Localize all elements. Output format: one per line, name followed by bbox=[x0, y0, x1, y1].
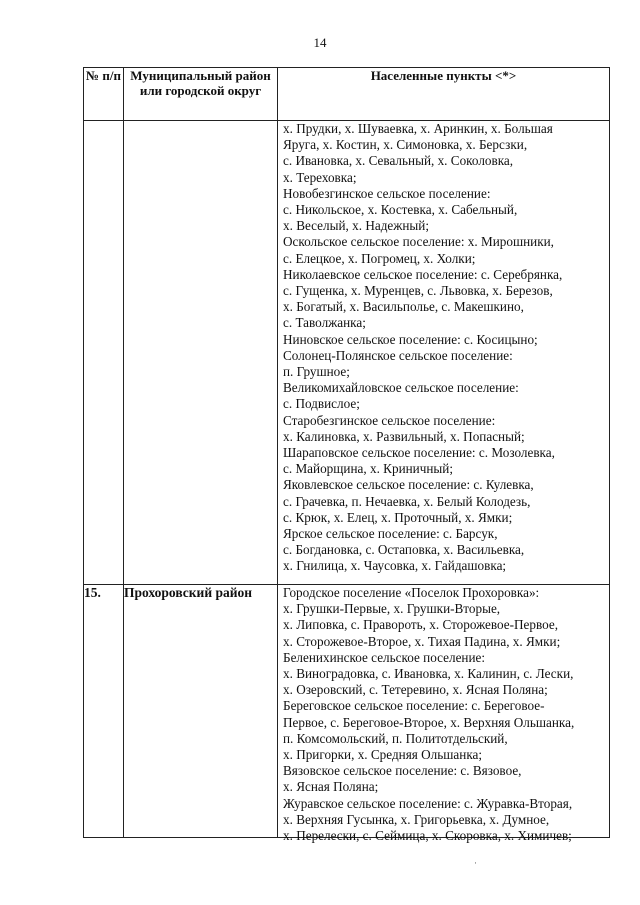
settlement-line: Вязовское сельское поселение: с. Вязовое, bbox=[283, 763, 522, 779]
settlement-line: Шараповское сельское поселение: с. Мозолевка, bbox=[283, 445, 555, 461]
settlement-line: Береговское сельское поселение: с. Береговое- bbox=[283, 698, 545, 714]
header-number: № п/п bbox=[84, 68, 124, 121]
settlement-line: Старобезгинское сельское поселение: bbox=[283, 412, 496, 428]
settlement-line: с. Таволжанка; bbox=[283, 315, 366, 331]
settlement-line: п. Грушное; bbox=[283, 364, 350, 380]
settlement-line: Первое, с. Береговое-Второе, х. Верхняя Ольшанка, bbox=[283, 714, 575, 730]
table-header-row bbox=[84, 68, 610, 121]
settlement-line: с. Крюк, х. Елец, х. Проточный, х. Ямки; bbox=[283, 509, 513, 525]
settlement-line: Беленихинское сельское поселение: bbox=[283, 649, 486, 665]
settlement-line: х. Калиновка, х. Развильный, х. Попасный; bbox=[283, 428, 525, 444]
settlement-line: с. Елецкое, х. Погромец, х. Холки; bbox=[283, 250, 476, 266]
header-settlements: Населенные пункты <*> bbox=[278, 68, 610, 121]
row-settlements bbox=[278, 585, 610, 844]
settlement-line: х. Ясная Поляна; bbox=[283, 779, 379, 795]
settlement-line: х. Тереховка; bbox=[283, 169, 357, 185]
settlement-line: с. Майорщина, х. Криничный; bbox=[283, 461, 454, 477]
settlement-line: х. Виноградовка, с. Ивановка, х. Калинин, с. Лески, bbox=[283, 666, 574, 682]
settlement-line: Новобезгинское сельское поселение: bbox=[283, 185, 491, 201]
settlement-line: х. Богатый, х. Васильполье, с. Макешкино, bbox=[283, 299, 524, 315]
settlement-line: с. Гущенка, х. Муренцев, с. Львовка, х. Березов, bbox=[283, 283, 553, 299]
row-number: 15. bbox=[84, 585, 124, 838]
settlement-line: х. Перелески, с. Сеймица, х. Скоровка, х. Химичев; bbox=[283, 828, 572, 844]
row-number bbox=[84, 121, 124, 585]
settlement-line: Яруга, х. Костин, х. Симоновка, х. Берсзки, bbox=[283, 137, 528, 153]
settlement-line: Ниновское сельское поселение: с. Косицыно; bbox=[283, 331, 538, 347]
settlement-line: х. Грушки-Первые, х. Грушки-Вторые, bbox=[283, 601, 501, 617]
settlement-line: Ярское сельское поселение: с. Барсук, bbox=[283, 526, 498, 542]
settlement-line: х. Верхняя Гусынка, х. Григорьевка, х. Думное, bbox=[283, 811, 550, 827]
settlement-line: Солонец-Полянское сельское поселение: bbox=[283, 347, 513, 363]
settlement-line: с. Богдановка, с. Остаповка, х. Васильевка, bbox=[283, 542, 525, 558]
settlement-line: Великомихайловское сельское поселение: bbox=[283, 380, 519, 396]
settlement-line: п. Комсомольский, п. Политотдельский, bbox=[283, 730, 508, 746]
settlement-line: х. Пригорки, х. Средняя Ольшанка; bbox=[283, 747, 483, 763]
settlement-line: х. Озеровский, с. Тетеревино, х. Ясная Поляна; bbox=[283, 682, 548, 698]
settlement-line: с. Грачевка, п. Нечаевка, х. Белый Колодезь, bbox=[283, 493, 531, 509]
settlement-line: х. Гнилица, х. Чаусовка, х. Гайдашовка; bbox=[283, 558, 507, 574]
row-district bbox=[124, 121, 278, 585]
row-settlements bbox=[278, 121, 610, 585]
settlement-line: х. Сторожевое-Второе, х. Тихая Падина, х. Ямки; bbox=[283, 633, 561, 649]
settlement-line: Городское поселение «Поселок Прохоровка»: bbox=[283, 585, 540, 600]
header-district: Муниципальный район или городской округ bbox=[124, 68, 278, 121]
settlement-line: х. Прудки, х. Шуваевка, х. Аринкин, х. Большая bbox=[283, 121, 553, 136]
settlement-line: с. Ивановка, х. Севальный, х. Соколовка, bbox=[283, 153, 514, 169]
settlement-line: с. Подвислое; bbox=[283, 396, 360, 412]
table-row-continued bbox=[84, 121, 610, 585]
settlement-line: х. Веселый, х. Надежный; bbox=[283, 218, 430, 234]
settlement-line: х. Липовка, с. Правороть, х. Сторожевое-Первое, bbox=[283, 617, 559, 633]
settlement-line: Николаевское сельское поселение: с. Серебрянка, bbox=[283, 266, 563, 282]
settlement-line: Журавское сельское поселение: с. Журавка-Вторая, bbox=[283, 795, 573, 811]
settlements-lines bbox=[278, 121, 609, 584]
settlement-line: с. Никольское, х. Костевка, х. Сабельный, bbox=[283, 202, 518, 218]
settlements-lines bbox=[278, 585, 609, 844]
page-number: 14 bbox=[313, 35, 327, 50]
settlement-line: Яковлевское сельское поселение: с. Кулевка, bbox=[283, 477, 534, 493]
settlement-line: Оскольское сельское поселение: х. Мирошники, bbox=[283, 234, 554, 250]
stray-mark: · bbox=[474, 858, 477, 868]
settlements-table bbox=[83, 67, 610, 844]
table-row-15 bbox=[84, 585, 610, 838]
row-district: Прохоровский район bbox=[124, 585, 278, 838]
